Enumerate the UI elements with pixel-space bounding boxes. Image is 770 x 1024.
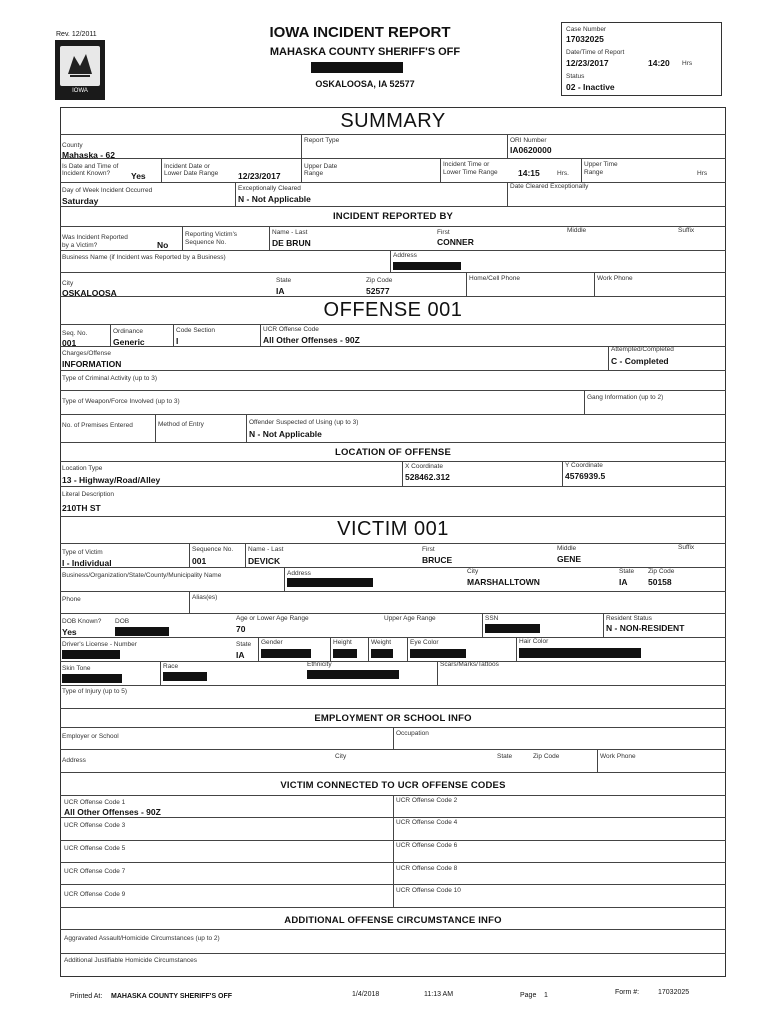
age-value: 70 (236, 624, 246, 634)
gender-redacted (261, 649, 311, 658)
ucr-codes-heading: VICTIM CONNECTED TO UCR OFFENSE CODES (280, 780, 506, 791)
ucr-code-5-label: UCR Offense Code 5 (64, 845, 126, 852)
aggravated-label: Aggravated Assault/Homicide Circumstances (up to 2) (64, 935, 220, 942)
ordinance-value: Generic (113, 337, 145, 347)
print-time: 11:13 AM (424, 991, 454, 998)
ucr-code-label: UCR Offense Code (263, 326, 319, 333)
resident-value: N - NON-RESIDENT (606, 623, 685, 633)
revision-label: Rev. 12/2011 (56, 31, 97, 38)
location-type-value: 13 - Highway/Road/Alley (62, 475, 161, 485)
eye-color-redacted (410, 649, 466, 658)
dob-known-label: DOB Known? (62, 618, 102, 625)
ordinance-label: Ordinance (113, 328, 143, 335)
rep-name-last: DE BRUN (272, 238, 311, 248)
printed-at-value: MAHASKA COUNTY SHERIFF'S OFF (111, 993, 233, 1000)
victim-middle-label: Middle (557, 545, 577, 552)
ssn-label: SSN (485, 615, 499, 622)
skin-tone-redacted (62, 674, 122, 683)
employment-heading: EMPLOYMENT OR SCHOOL INFO (314, 713, 472, 724)
skin-tone-label: Skin Tone (62, 665, 91, 672)
printed-at-label: Printed At: (70, 993, 103, 1000)
report-time: 14:20 (648, 58, 670, 68)
rep-suffix-label: Suffix (678, 227, 695, 234)
y-coord-value: 4576939.5 (565, 471, 606, 481)
additional-heading: ADDITIONAL OFFENSE CIRCUMSTANCE INFO (284, 915, 502, 926)
page-number: 1 (544, 992, 548, 999)
dob-redacted (115, 627, 169, 636)
rep-seq-label-2: Sequence No. (185, 239, 227, 246)
x-coord-value: 528462.312 (405, 472, 450, 482)
upper-time-label-2: Range (584, 169, 604, 176)
rep-name-last-label: Name - Last (272, 229, 308, 236)
weapon-label: Type of Weapon/Force Involved (up to 3) (62, 398, 180, 405)
victim-state: IA (619, 577, 628, 587)
ucr-code-2-label: UCR Offense Code 2 (396, 797, 458, 804)
y-coord-label: Y Coordinate (565, 462, 603, 469)
ethnicity-label: Ethnicity (307, 661, 332, 668)
ucr-code-4-label: UCR Offense Code 4 (396, 819, 458, 826)
print-date: 1/4/2018 (352, 991, 380, 998)
agency-name: MAHASKA COUNTY SHERIFF'S OFF (269, 46, 461, 58)
ssn-redacted (485, 624, 540, 633)
form-number: 17032025 (658, 989, 690, 996)
upper-date-label-2: Range (304, 170, 324, 177)
dl-state-label: State (236, 641, 252, 648)
literal-desc-label: Literal Description (62, 491, 115, 498)
victim-type-value: I - Individual (62, 558, 112, 568)
suspect-using-value: N - Not Applicable (249, 429, 322, 439)
ucr-code-3-label: UCR Offense Code 3 (64, 822, 126, 829)
attempted-value: C - Completed (611, 356, 669, 366)
victim-first-label: First (422, 546, 435, 553)
upper-date-label-1: Upper Date (304, 163, 338, 170)
victim-type-label: Type of Victim (62, 549, 103, 556)
emp-city-label: City (335, 753, 347, 760)
form-number-label: Form #: (615, 989, 640, 996)
entry-method-label: Method of Entry (158, 421, 204, 428)
height-redacted (333, 649, 357, 658)
code-section-label: Code Section (176, 327, 216, 334)
was-victim-value: No (157, 240, 169, 250)
criminal-activity-label: Type of Criminal Activity (up to 3) (62, 375, 158, 382)
attempted-label: Attempted/Completed (611, 346, 674, 353)
charges-label: Charges/Offense (62, 350, 112, 357)
page-label: Page (520, 992, 537, 999)
occupation-label: Occupation (396, 730, 429, 737)
injury-label: Type of Injury (up to 5) (62, 688, 128, 695)
rep-first-label: First (437, 229, 450, 236)
hair-color-label: Hair Color (519, 638, 549, 645)
rep-middle-label: Middle (567, 227, 587, 234)
victim-zip: 50158 (648, 577, 672, 587)
lower-time-hrs: Hrs. (557, 170, 569, 177)
rep-city-label: City (62, 280, 74, 287)
rep-zip: 52577 (366, 286, 390, 296)
ucr-code-8-label: UCR Offense Code 8 (396, 865, 458, 872)
charges-value: INFORMATION (62, 359, 122, 369)
scars-label: Scars/Marks/Tattoos (440, 661, 499, 668)
victim-address-label: Address (287, 570, 311, 577)
ethnicity-redacted (307, 670, 399, 679)
victim-city: MARSHALLTOWN (467, 577, 540, 587)
victim-seq-label: Sequence No. (192, 546, 234, 553)
iowa-seal (55, 40, 105, 100)
report-title: IOWA INCIDENT REPORT (269, 24, 451, 41)
height-label: Height (333, 639, 352, 646)
victim-heading: VICTIM 001 (337, 518, 449, 540)
ori-label: ORI Number (510, 137, 547, 144)
lower-date-value: 12/23/2017 (238, 171, 281, 181)
resident-label: Resident Status (606, 615, 652, 622)
seal-emblem-icon (60, 46, 100, 86)
date-known-label-2: Incident Known? (62, 170, 111, 177)
redacted-address (311, 62, 403, 73)
case-info-box (561, 22, 722, 96)
emp-work-phone-label: Work Phone (600, 753, 636, 760)
ori-value: IA0620000 (510, 145, 552, 155)
victim-phone-label: Phone (62, 596, 81, 603)
rep-address-redacted (393, 262, 461, 270)
victim-middle: GENE (557, 554, 582, 564)
dl-redacted (62, 650, 120, 659)
reported-by-heading: INCIDENT REPORTED BY (332, 211, 454, 222)
ucr-code-6-label: UCR Offense Code 6 (396, 842, 458, 849)
offense-seq-label: Seq. No. (62, 330, 88, 337)
report-date: 12/23/2017 (566, 58, 609, 68)
rep-business-label: Business Name (if Incident was Reported by a Business) (62, 254, 226, 261)
county-label: County (62, 142, 83, 149)
literal-desc-value: 210TH ST (62, 503, 101, 513)
dob-known-value: Yes (62, 627, 77, 637)
race-redacted (163, 672, 207, 681)
ucr-code-10-label: UCR Offense Code 10 (396, 887, 461, 894)
upper-time-label-1: Upper Time (584, 161, 618, 168)
date-known-value: Yes (131, 171, 146, 181)
summary-heading: SUMMARY (340, 110, 446, 132)
victim-name-last: DEVICK (248, 556, 281, 566)
x-coord-label: X Coordinate (405, 463, 443, 470)
rep-address-label: Address (393, 252, 417, 259)
dl-state-value: IA (236, 650, 245, 660)
status-value: 02 - Inactive (566, 82, 615, 92)
victim-city-label: City (467, 568, 479, 575)
ucr-code-1-value: All Other Offenses - 90Z (64, 807, 161, 817)
victim-name-last-label: Name - Last (248, 546, 284, 553)
date-cleared-label: Date Cleared Exceptionally (510, 183, 589, 190)
victim-seq-value: 001 (192, 556, 207, 566)
rep-seq-label-1: Reporting Victim's (185, 231, 238, 238)
rep-state: IA (276, 286, 285, 296)
code-section-value: I (176, 336, 179, 346)
ucr-code-9-label: UCR Offense Code 9 (64, 891, 126, 898)
gender-label: Gender (261, 639, 283, 646)
location-heading: LOCATION OF OFFENSE (334, 447, 452, 458)
seal-text: IOWA (72, 88, 88, 94)
rep-zip-label: Zip Code (366, 277, 393, 284)
victim-first: BRUCE (422, 555, 453, 565)
location-type-label: Location Type (62, 465, 103, 472)
was-victim-label-2: by a Victim? (62, 242, 98, 249)
datetime-label: Date/Time of Report (566, 49, 625, 56)
dob-label: DOB (115, 618, 130, 625)
exc-cleared-value: N - Not Applicable (238, 194, 311, 204)
dow-value: Saturday (62, 196, 99, 206)
upper-time-hrs: Hrs (697, 170, 708, 177)
emp-zip-label: Zip Code (533, 753, 560, 760)
exc-cleared-label: Exceptionally Cleared (238, 185, 301, 192)
gang-label: Gang Information (up to 2) (587, 394, 664, 401)
rep-work-phone-label: Work Phone (597, 275, 633, 282)
emp-address-label: Address (62, 757, 86, 764)
rep-state-label: State (276, 277, 292, 284)
lower-time-value: 14:15 (518, 168, 540, 178)
hrs-label: Hrs (682, 60, 693, 67)
weight-label: Weight (371, 639, 392, 646)
date-known-label-1: Is Date and Time of (62, 163, 119, 170)
lower-date-label-2: Lower Date Range (164, 170, 219, 177)
dow-label: Day of Week Incident Occurred (62, 187, 153, 194)
lower-date-label-1: Incident Date or (164, 163, 210, 170)
hair-color-redacted (519, 648, 641, 658)
ucr-code-1-label: UCR Offense Code 1 (64, 799, 126, 806)
victim-zip-label: Zip Code (648, 568, 675, 575)
victim-suffix-label: Suffix (678, 544, 695, 551)
upper-age-label: Upper Age Range (384, 615, 436, 622)
lower-time-label-2: Lower Time Range (443, 169, 498, 176)
lower-time-label-1: Incident Time or (443, 161, 490, 168)
emp-state-label: State (497, 753, 513, 760)
victim-state-label: State (619, 568, 635, 575)
rep-city: OSKALOOSA (62, 288, 117, 298)
case-number-label: Case Number (566, 26, 607, 33)
weight-redacted (371, 649, 393, 658)
justifiable-label: Additional Justifiable Homicide Circumstances (64, 957, 197, 964)
report-type-label: Report Type (304, 137, 340, 144)
offense-heading: OFFENSE 001 (323, 299, 463, 321)
eye-color-label: Eye Color (410, 639, 439, 646)
was-victim-label-1: Was Incident Reported (62, 234, 128, 241)
victim-business-label: Business/Organization/State/County/Municipality Name (62, 572, 222, 579)
case-number: 17032025 (566, 34, 604, 44)
victim-alias-label: Alias(es) (192, 594, 218, 601)
rep-home-phone-label: Home/Cell Phone (469, 275, 520, 282)
employer-label: Employer or School (62, 733, 119, 740)
victim-address-redacted (287, 578, 373, 587)
dl-label: Driver's License - Number (62, 641, 137, 648)
offense-seq: 001 (62, 338, 77, 348)
age-label: Age or Lower Age Range (236, 615, 309, 622)
ucr-code-value: All Other Offenses - 90Z (263, 335, 360, 345)
county-value: Mahaska - 62 (62, 150, 115, 160)
status-label: Status (566, 73, 585, 80)
race-label: Race (163, 663, 179, 670)
ucr-code-7-label: UCR Offense Code 7 (64, 868, 126, 875)
suspect-using-label: Offender Suspected of Using (up to 3) (249, 419, 359, 426)
agency-city: OSKALOOSA, IA 52577 (315, 79, 415, 89)
rep-first: CONNER (437, 237, 474, 247)
premises-label: No. of Premises Entered (62, 422, 133, 429)
